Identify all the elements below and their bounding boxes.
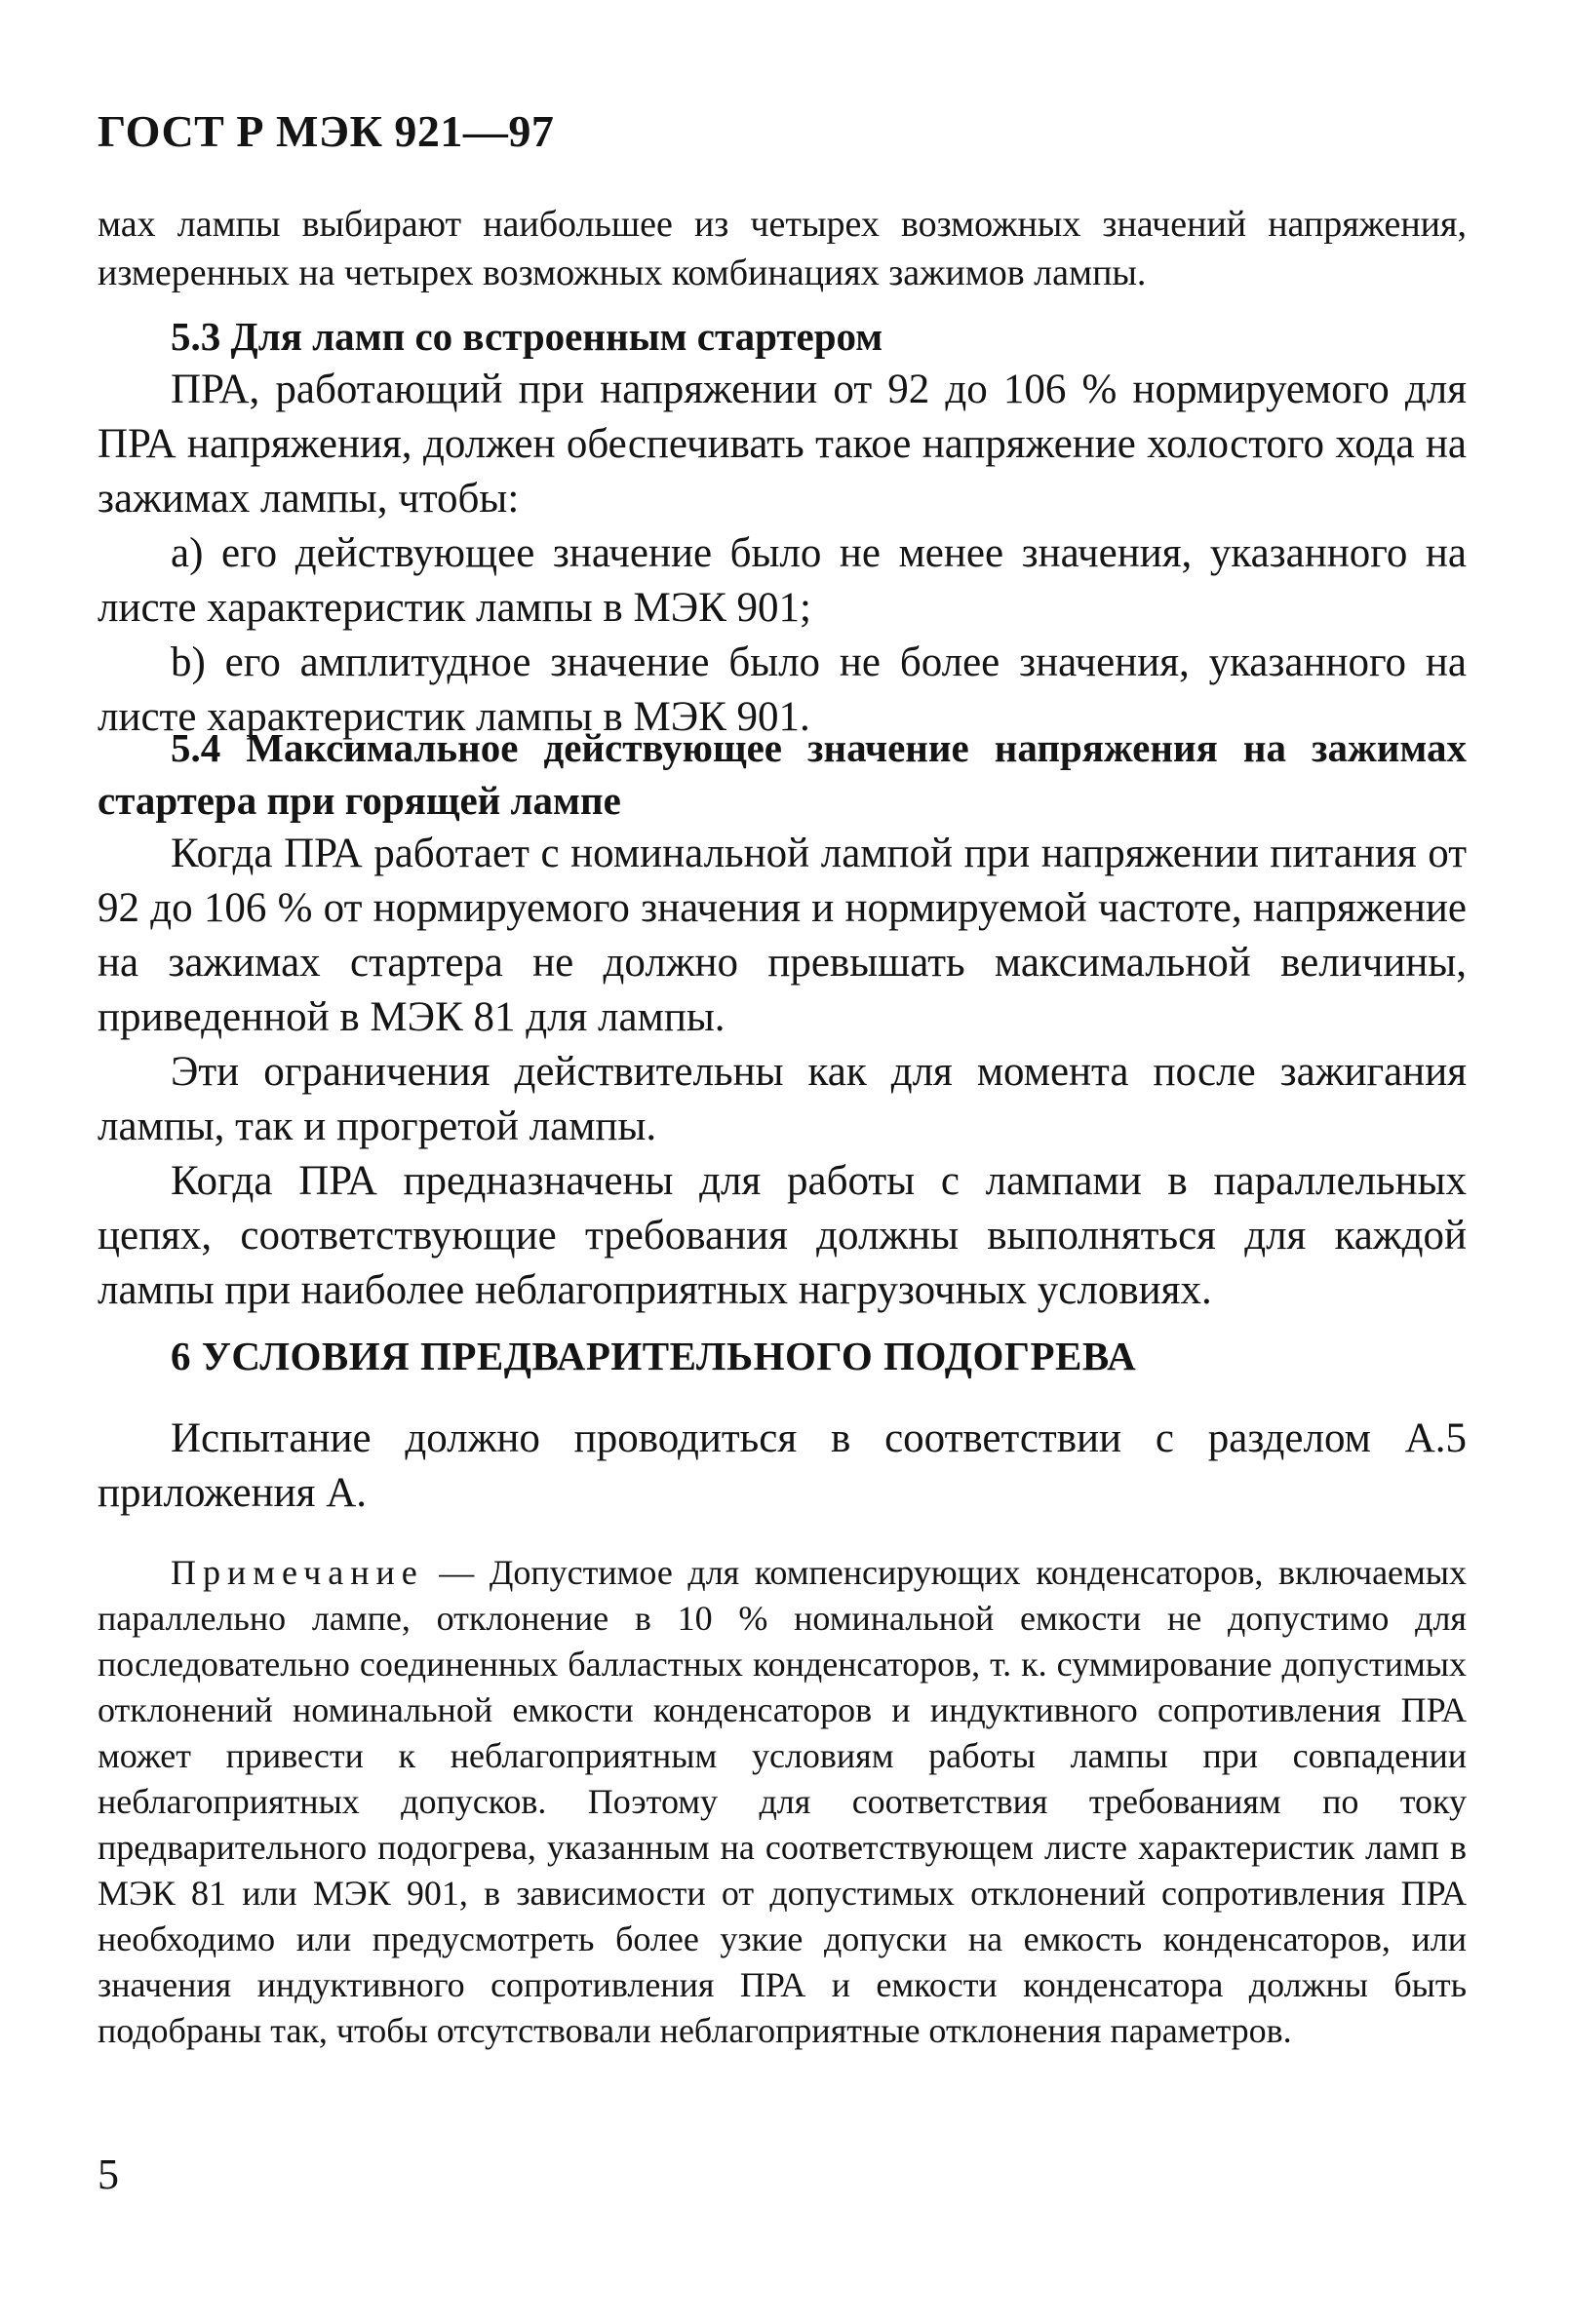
intro-paragraph: [98, 200, 1467, 297]
note-paragraph: [98, 1550, 1467, 2054]
section-5-3-item-a: а) его действующее значение было не менее значения, указанного на листе характеристик лампы в МЭК 901;: [98, 530, 1467, 631]
section-5-4-paragraph-1: Когда ПРА работает с номинальной лампой при напряжении питания от 92 до 106 % от нормируемого значения и нормируемой частоте, напряжение на зажимах стартера не должно превышать максимальной величины, приведенной в МЭК 81 для лампы.: [98, 831, 1467, 1040]
note-block: [98, 1550, 1467, 2054]
section-6-paragraph: Испытание должно проводиться в соответствии с разделом А.5 приложения А.: [98, 1415, 1467, 1516]
section-5-4: [98, 721, 1467, 1318]
section-5-3: [98, 310, 1467, 745]
note-lead: Примечание: [171, 1553, 424, 1592]
section-5-3-title: 5.3 Для ламп со встроенным стартером: [171, 314, 883, 359]
section-6-body: [98, 1412, 1467, 1521]
section-5-4-title: 5.4 Максимальное действующее значение напряжения на зажимах стартера при горящей лампе: [98, 725, 1467, 823]
page-number: 5: [98, 2150, 119, 2198]
intro-text: мах лампы выбирают наибольшее из четырех возможных значений напряжения, измеренных на четырех возможных комбинациях зажимов лампы.: [98, 204, 1467, 293]
section-6-title: 6 УСЛОВИЯ ПРЕДВАРИТЕЛЬНОГО ПОДОГРЕВА: [171, 1334, 1137, 1378]
document-header: ГОСТ Р МЭК 921—97: [98, 106, 555, 156]
section-5-3-paragraph: ПРА, работающий при напряжении от 92 до 106 % нормируемого для ПРА напряжения, должен обеспечивать такое напряжение холостого хода на зажимах лампы, чтобы:: [98, 367, 1467, 522]
section-5-3-item-b: b) его амплитудное значение было не более значения, указанного на листе характеристик лампы в МЭК 901.: [98, 639, 1467, 740]
note-text: — Допустимое для компенсирующих конденсаторов, включаемых параллельно лампе, отклонение в 10 % номинальной емкости не допустимо для последовательно соединенных балластных конденсаторов, т. к. суммирование допустимых отклонений номинальной емкости конденсаторов и индуктивного сопротивления ПРА может привести к неблагоприятным условиям работы лампы при совпадении неблагоприятных допусков. Поэтому для соответствия требованиям по току предварительного подогрева, указанным на соответствующем листе характеристик ламп в МЭК 81 или МЭК 901, в зависимости от допустимых отклонений сопротивления ПРА необходимо или предусмотреть более узкие допуски на емкость конденсаторов, или значения индуктивного сопротивления ПРА и емкости конденсатора должны быть подобраны так, чтобы отсутствовали неблагоприятные отклонения параметров.: [98, 1553, 1467, 2050]
section-5-4-paragraph-3: Когда ПРА предназначены для работы с лампами в параллельных цепях, соответствующие требования должны выполняться для каждой лампы при наиболее неблагоприятных нагрузочных условиях.: [98, 1158, 1467, 1313]
section-5-4-paragraph-2: Эти ограничения действительны как для момента после зажигания лампы, так и прогретой лампы.: [98, 1049, 1467, 1149]
